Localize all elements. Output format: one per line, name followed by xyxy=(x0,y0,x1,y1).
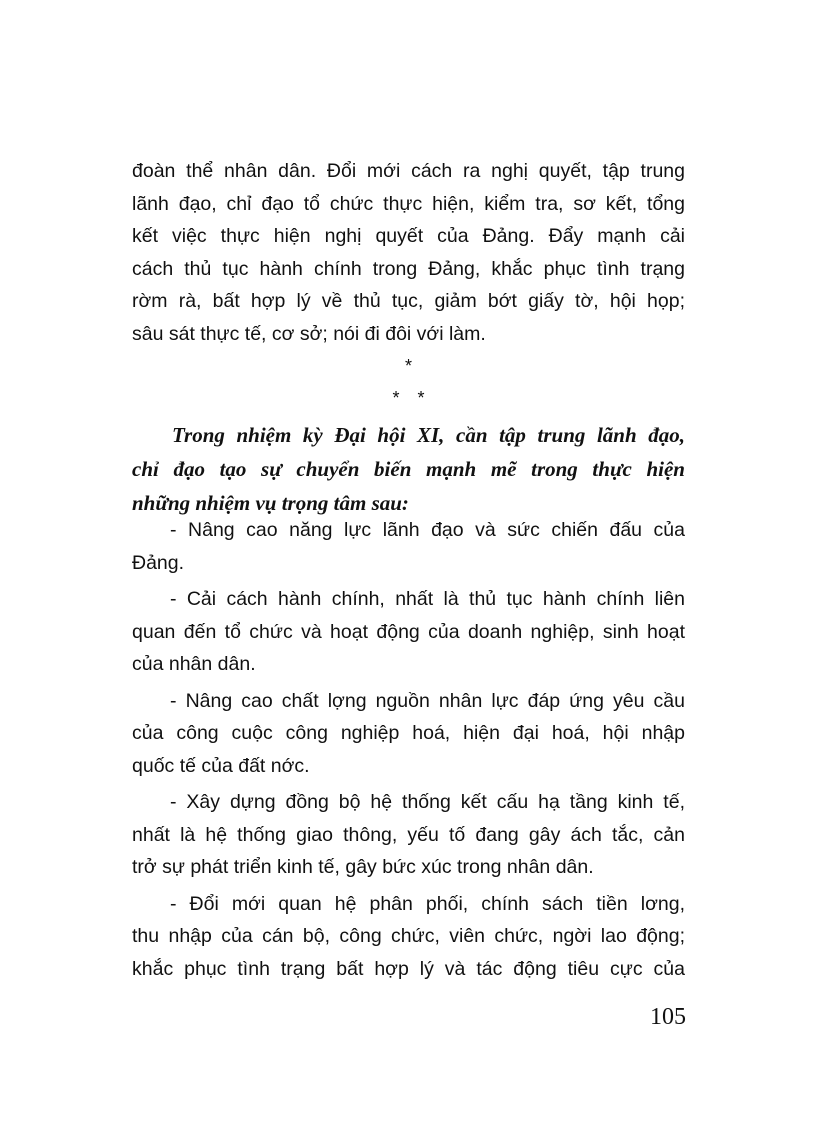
list-item-line: nhất là hệ thống giao thông, yếu tố đang gây ách tắc, cản xyxy=(132,823,685,846)
list-item-line: - Đổi mới quan hệ phân phối, chính sách tiền lơng, xyxy=(170,892,685,915)
list-item-line: của công cuộc công nghiệp hoá, hiện đại hoá, hội nhập xyxy=(132,722,685,744)
list-item-line: khắc phục tình trạng bất hợp lý và tác động tiêu cực của xyxy=(132,957,685,980)
section-heading xyxy=(132,418,685,520)
page-number: 105 xyxy=(650,1004,686,1030)
list-item-line: thu nhập của cán bộ, công chức, viên chức, ngời lao động; xyxy=(132,925,685,947)
paragraph-line: cách thủ tục hành chính trong Đảng, khắc phục tình trạng xyxy=(132,257,685,280)
paragraph-line: rờm rà, bất hợp lý về thủ tục, giảm bớt giấy tờ, hội họp; xyxy=(132,290,685,312)
asterisk: * xyxy=(404,356,412,376)
list-item-line: của nhân dân. xyxy=(132,653,256,675)
paragraph-line: đoàn thể nhân dân. Đổi mới cách ra nghị quyết, tập trung xyxy=(132,160,685,182)
list-item xyxy=(132,685,685,783)
list-item-line: - Xây dựng đồng bộ hệ thống kết cấu hạ tầng kinh tế, xyxy=(170,791,685,813)
asterisk: * xyxy=(392,388,400,408)
list-item-line: quan đến tổ chức và hoạt động của doanh nghiệp, sinh hoạt xyxy=(132,620,685,643)
asterisk: * xyxy=(417,388,425,408)
section-separator-top xyxy=(132,356,685,376)
paragraph-line: sâu sát thực tế, cơ sở; nói đi đôi với làm. xyxy=(132,322,486,345)
heading-line: Trong nhiệm kỳ Đại hội XI, cần tập trung lãnh đạo, xyxy=(172,423,685,447)
body-paragraph xyxy=(132,155,685,350)
list-item-line: - Nâng cao chất lợng nguồn nhân lực đáp ứng yêu cầu xyxy=(170,689,685,712)
list-item-line: trở sự phát triển kinh tế, gây bức xúc trong nhân dân. xyxy=(132,856,594,878)
list-item xyxy=(132,888,685,986)
task-list xyxy=(132,514,685,985)
list-item-line: quốc tế của đất nớc. xyxy=(132,754,310,777)
section-separator-bottom xyxy=(132,388,685,408)
heading-line: những nhiệm vụ trọng tâm sau: xyxy=(132,491,409,515)
list-item xyxy=(132,514,685,579)
list-item-line: Đảng. xyxy=(132,551,185,574)
list-item xyxy=(132,786,685,884)
list-item-line: - Cải cách hành chính, nhất là thủ tục hành chính liên xyxy=(170,588,685,610)
heading-line: chỉ đạo tạo sự chuyển biến mạnh mẽ trong thực hiện xyxy=(132,457,685,481)
list-item xyxy=(132,583,685,681)
paragraph-line: lãnh đạo, chỉ đạo tổ chức thực hiện, kiểm tra, sơ kết, tổng xyxy=(132,192,685,215)
list-item-line: - Nâng cao năng lực lãnh đạo và sức chiến đấu của xyxy=(170,519,685,541)
paragraph-line: kết việc thực hiện nghị quyết của Đảng. Đẩy mạnh cải xyxy=(132,225,685,247)
